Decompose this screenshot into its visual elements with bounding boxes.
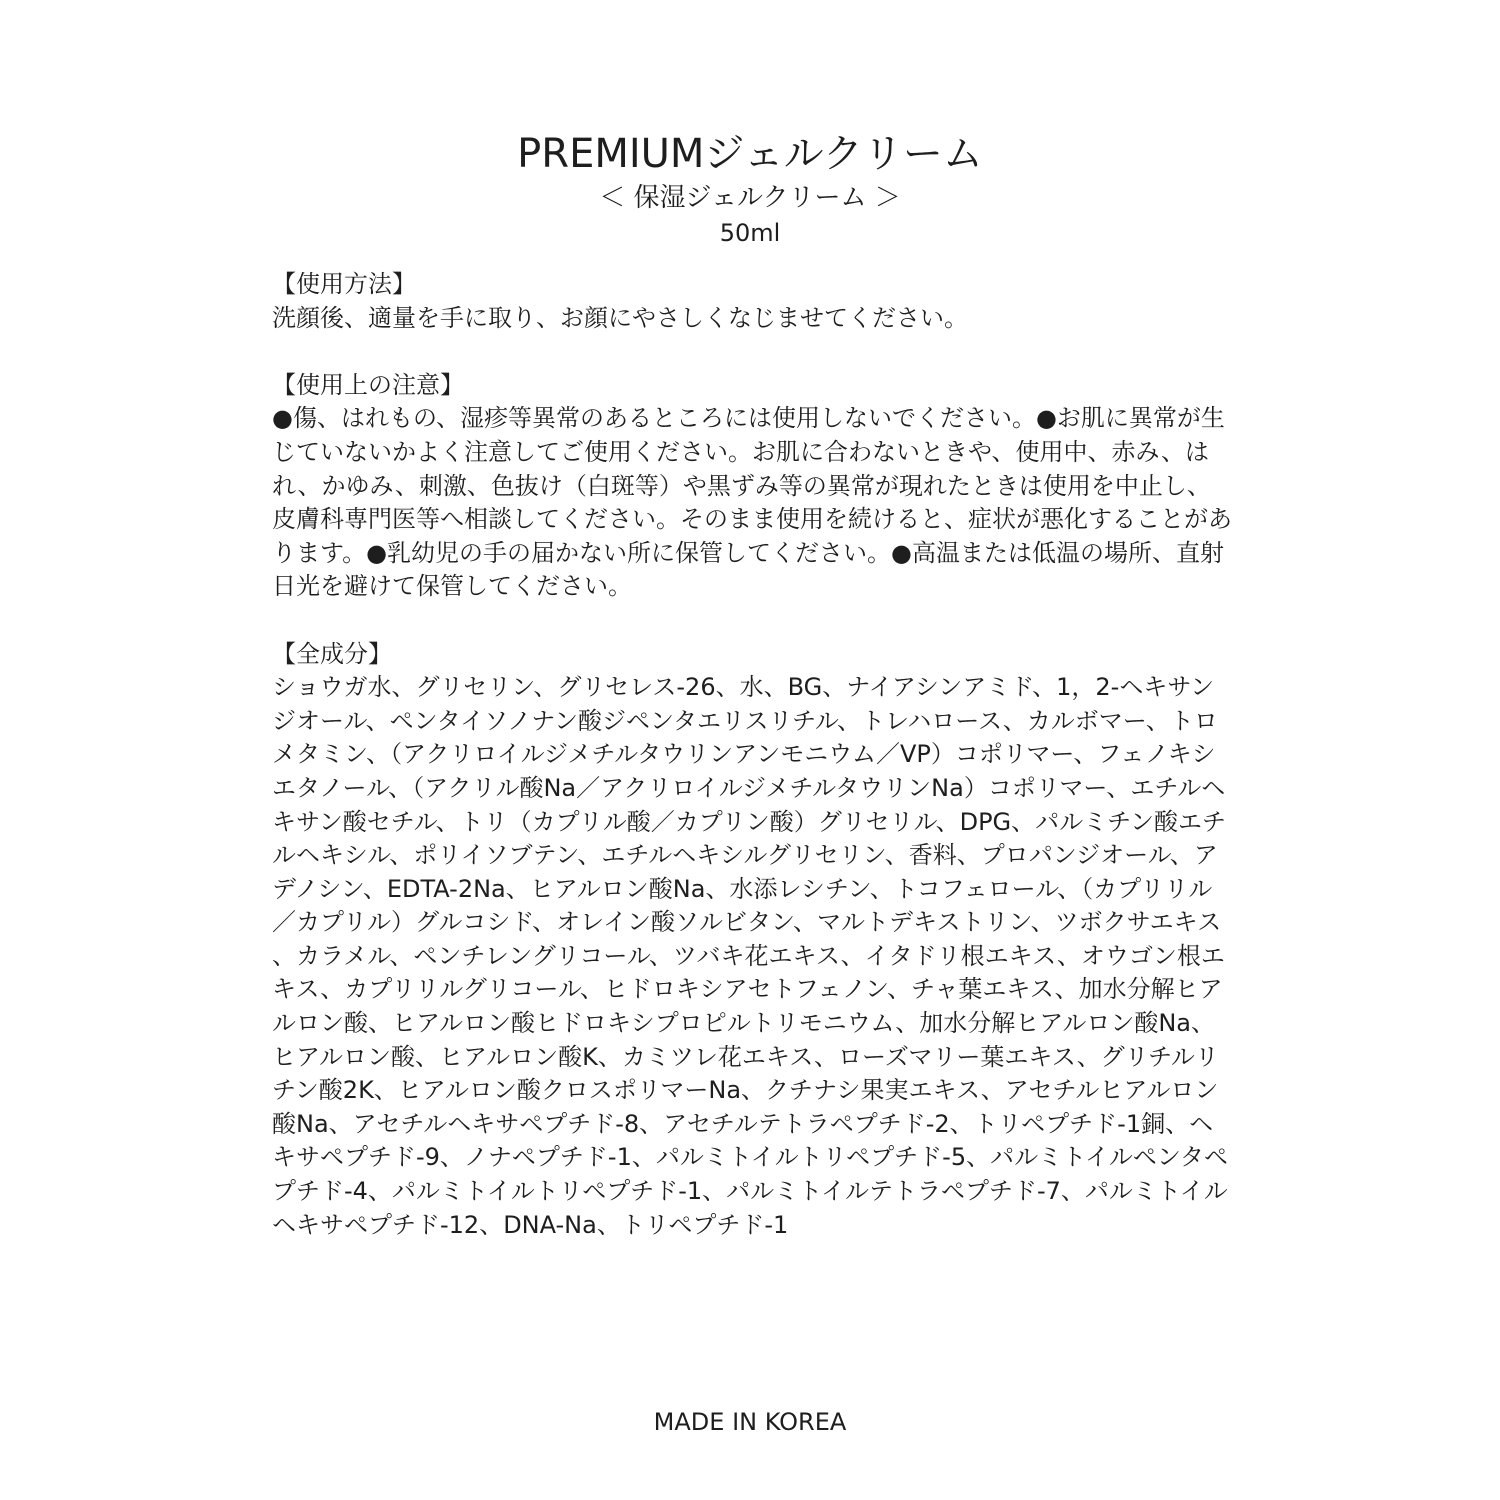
ingredients-section <box>272 638 1234 1243</box>
ingredients-heading: 【全成分】 <box>272 639 392 668</box>
precautions-section <box>272 369 1234 604</box>
label-content <box>272 268 1234 1276</box>
product-title: PREMIUMジェルクリーム <box>517 131 983 177</box>
usage-text: 洗顔後、適量を手に取り、お顔にやさしくなじませてください。 <box>272 303 968 332</box>
precautions-text: ●傷、はれもの、湿疹等異常のあるところには使用しないでください。●お肌に異常が生じていないかよく注意してご使用ください。お肌に合わないときや、使用中、赤み、はれ、かゆみ、刺激、色抜け（白斑等）や黒ずみ等の異常が現れたときは使用を中止し、皮膚科専門医等へ相談してください。そのまま使用を続けると、症状が悪化することがあります。●乳幼児の手の届かない所に保管してください。●高温または低温の場所、直射日光を避けて保管してください。 <box>272 404 1232 601</box>
origin-label: MADE IN KOREA <box>653 1408 847 1436</box>
precautions-heading: 【使用上の注意】 <box>272 370 464 399</box>
product-subtitle: ＜ 保湿ジェルクリーム ＞ <box>599 183 901 213</box>
product-volume: 50ml <box>719 219 781 247</box>
usage-section <box>272 268 1234 335</box>
ingredients-text: ショウガ水、グリセリン、グリセレス-26、水、BG、ナイアシンアミド、1，2-ヘキサンジオール、ペンタイソノナン酸ジペンタエリスリチル、トレハロース、カルボマー、トロメタミン、（アクリロイルジメチルタウリンアンモニウム／VP）コポリマー、フェノキシエタノール、（アクリル酸Na／アクリロイルジメチルタウリンNa）コポリマー、エチルヘキサン酸セチル、トリ（カプリル酸／カプリン酸）グリセリル、DPG、パルミチン酸エチルヘキシル、ポリイソブテン、エチルヘキシルグリセリン、香料、プロパンジオール、アデノシン、EDTA-2Na、ヒアルロン酸Na、水添レシチン、トコフェロール、（カプリリル／カプリル）グルコシド、オレイン酸ソルビタン、マルトデキストリン、ツボクサエキス、カラメル、ペンチレングリコール、ツバキ花エキス、イタドリ根エキス、オウゴン根エキス、カプリリルグリコール、ヒドロキシアセトフェノン、チャ葉エキス、加水分解ヒアルロン酸、ヒアルロン酸ヒドロキシプロピルトリモニウム、加水分解ヒアルロン酸Na、ヒアルロン酸、ヒアルロン酸K、カミツレ花エキス、ローズマリー葉エキス、グリチルリチン酸2K、ヒアルロン酸クロスポリマーNa、クチナシ果実エキス、アセチルヒアルロン酸Na、アセチルヘキサペプチド-8、アセチルテトラペプチド-2、トリペプチド-1銅、ヘキサペプチド-9、ノナペプチド-1、パルミトイルトリペプチド-5、パルミトイルペンタペプチド-4、パルミトイルトリペプチド-1、パルミトイルテトラペプチド-7、パルミトイルヘキサペプチド-12、DNA-Na、トリペプチド-1 <box>272 673 1228 1239</box>
product-header <box>0 128 1500 250</box>
usage-heading: 【使用方法】 <box>272 270 416 298</box>
